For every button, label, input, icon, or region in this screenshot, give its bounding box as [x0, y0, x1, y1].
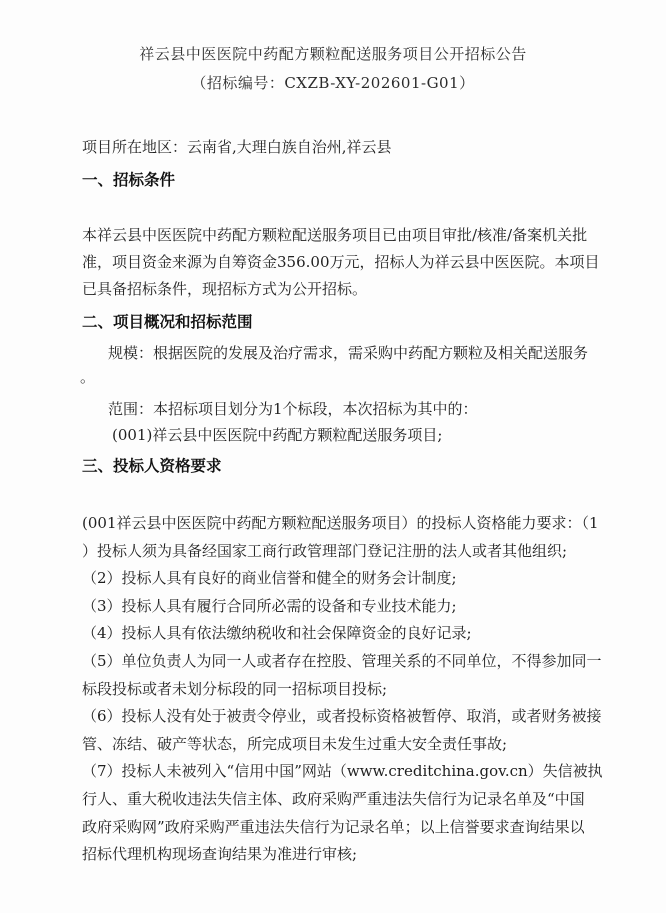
project-region: 项目所在地区：云南省,大理白族自治州,祥云县	[82, 138, 392, 156]
paragraph-line: 本祥云县中医医院中药配方颗粒配送服务项目已由项目审批/核准/备案机关批	[82, 226, 588, 244]
project-scope: 范围：本招标项目划分为1个标段，本次招标为其中的：	[108, 400, 478, 418]
tender-number: （招标编号：CXZB-XY-202601-G01）	[191, 74, 475, 92]
section-heading-bidder-qualifications: 三、投标人资格要求	[82, 456, 222, 475]
qualification-line: 标段投标或者未划分标段的同一招标项目投标;	[82, 679, 388, 698]
qualification-line: 行人、重大税收违法失信主体、政府采购严重违法失信行为记录名单及“中国	[82, 789, 585, 808]
project-lot: (001)祥云县中医医院中药配方颗粒配送服务项目;	[112, 426, 443, 444]
qualification-line: 招标代理机构现场查询结果为准进行审核;	[82, 845, 358, 864]
paragraph-line: 已具备招标条件，现招标方式为公开招标。	[82, 280, 368, 298]
qualification-line: （7）投标人未被列入“信用中国”网站（www.creditchina.gov.cn）失信被执	[82, 762, 603, 781]
qualification-line: （2）投标人具有良好的商业信誉和健全的财务会计制度;	[82, 569, 457, 588]
project-scale-continuation: 。	[80, 368, 96, 386]
project-scale: 规模：根据医院的发展及治疗需求，需采购中药配方颗粒及相关配送服务	[108, 344, 589, 362]
qualification-line: ）投标人须为具备经国家工商行政管理部门登记注册的法人或者其他组织;	[82, 541, 568, 560]
section-heading-tender-conditions: 一、招标条件	[82, 170, 176, 189]
qualification-line: (001祥云县中医医院中药配方颗粒配送服务项目）的投标人资格能力要求：（1	[82, 514, 599, 532]
qualification-line: （4）投标人具有依法缴纳税收和社会保障资金的良好记录;	[82, 624, 472, 643]
tender-conditions-paragraph	[82, 222, 600, 303]
qualification-line: （3）投标人具有履行合同所必需的设备和专业技术能力;	[82, 596, 457, 615]
paragraph-line: 准，项目资金来源为自筹资金356.00万元，招标人为祥云县中医医院。本项目	[82, 253, 600, 271]
qualification-line: 政府采购网”政府采购严重违法失信行为记录名单；以上信誉要求查询结果以	[82, 817, 585, 836]
bidder-qualifications-list	[82, 510, 603, 869]
qualification-line: （5）单位负责人为同一人或者存在控股、管理关系的不同单位，不得参加同一	[82, 651, 602, 670]
qualification-line: （6）投标人没有处于被责令停业，或者投标资格被暂停、取消，或者财务被接	[82, 707, 602, 726]
document-title: 祥云县中医医院中药配方颗粒配送服务项目公开招标公告	[139, 45, 527, 63]
qualification-line: 管、冻结、破产等状态，所完成项目未发生过重大安全责任事故;	[82, 734, 508, 753]
section-heading-project-overview: 二、项目概况和招标范围	[82, 312, 253, 331]
